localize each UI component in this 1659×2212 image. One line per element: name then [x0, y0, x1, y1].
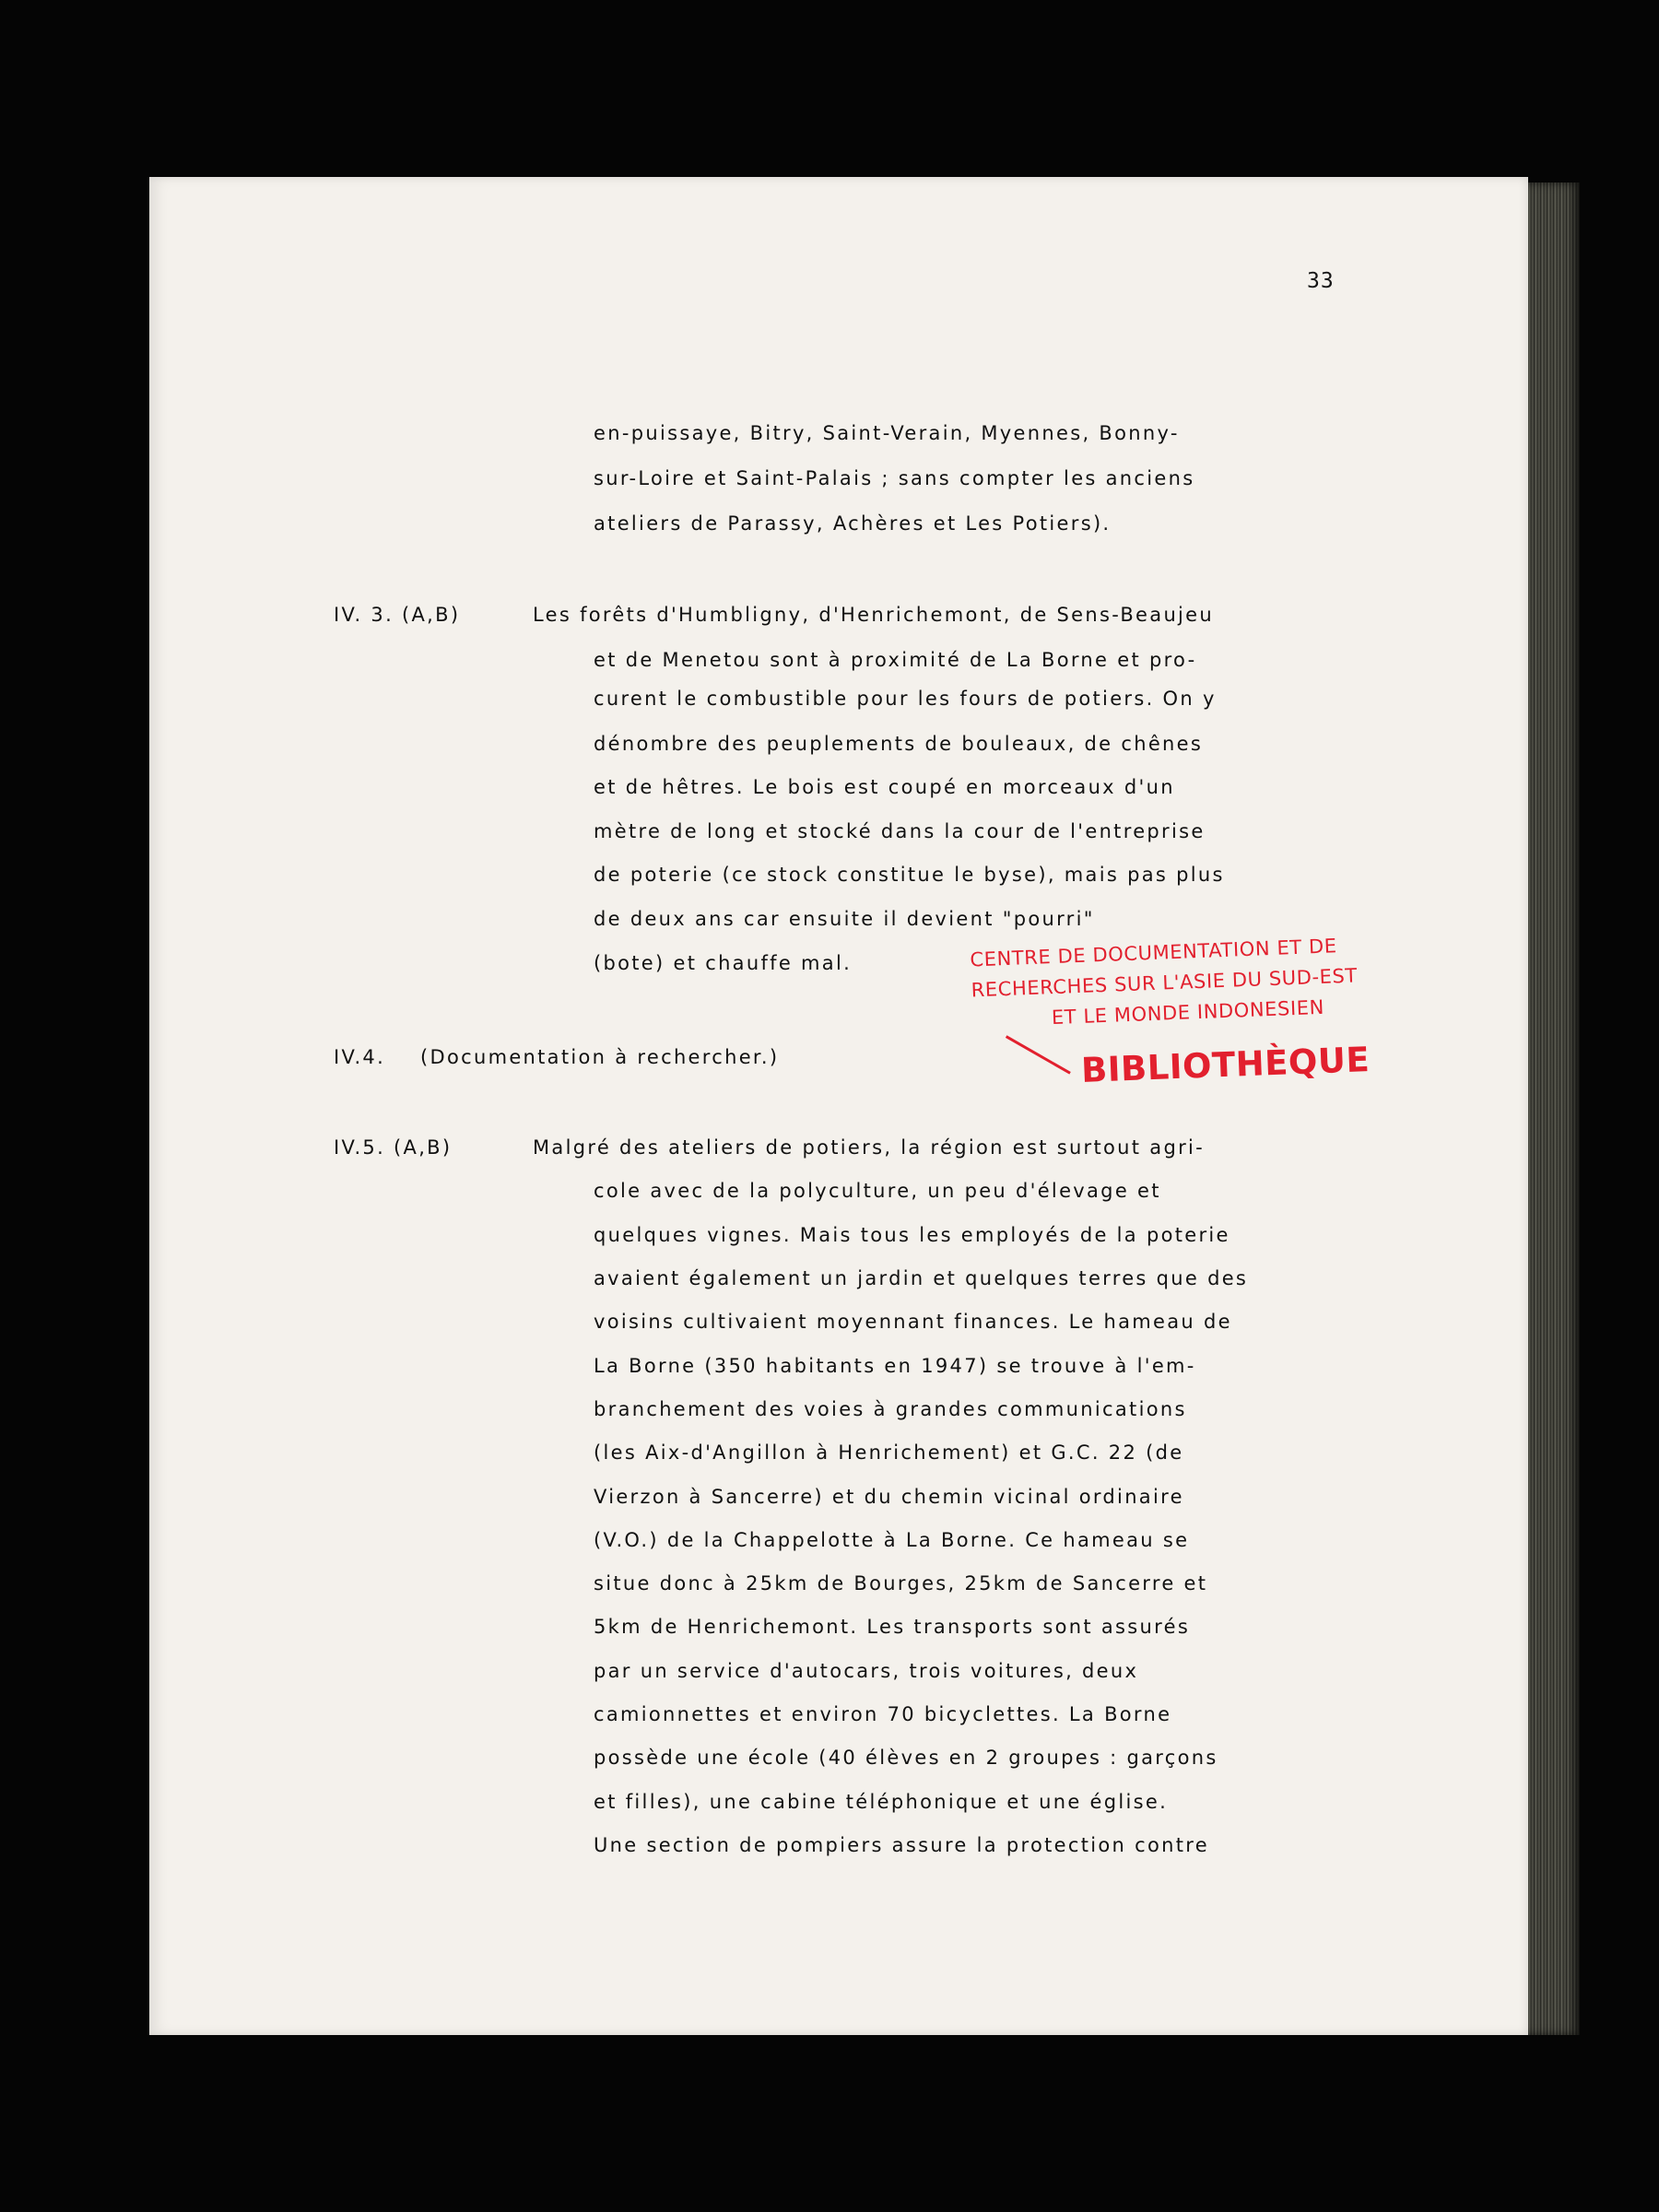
- text-line: Les forêts d'Humbligny, d'Henrichemont, de Sens-Beaujeu: [533, 604, 1215, 626]
- text-line: (V.O.) de la Chappelotte à La Borne. Ce hameau se: [594, 1529, 1190, 1551]
- text-line: de deux ans car ensuite il devient "pourri": [594, 908, 1095, 930]
- page-number: 33: [1307, 269, 1335, 293]
- text-line: sur-Loire et Saint-Palais ; sans compter les anciens: [594, 467, 1195, 489]
- text-line: et de hêtres. Le bois est coupé en morceaux d'un: [594, 776, 1175, 798]
- text-line: camionnettes et environ 70 bicyclettes. La Borne: [594, 1703, 1172, 1725]
- text-line: curent le combustible pour les fours de potiers. On y: [594, 688, 1217, 710]
- text-line: par un service d'autocars, trois voitures, deux: [594, 1660, 1139, 1682]
- text-line: avaient également un jardin et quelques terres que des: [594, 1267, 1249, 1289]
- text-line: (Documentation à rechercher.): [420, 1046, 780, 1068]
- stamp-slash: [1006, 1035, 1071, 1074]
- text-line: Une section de pompiers assure la protection contre: [594, 1834, 1209, 1856]
- text-line: 5km de Henrichemont. Les transports sont assurés: [594, 1616, 1191, 1638]
- stamp-line: ET LE MONDE INDONESIEN: [1051, 995, 1325, 1030]
- text-line: ateliers de Parassy, Achères et Les Potiers).: [594, 512, 1112, 535]
- text-line: et filles), une cabine téléphonique et une église.: [594, 1791, 1169, 1813]
- library-stamp: [959, 930, 1463, 1124]
- text-line: en-puissaye, Bitry, Saint-Verain, Myennes, Bonny-: [594, 422, 1180, 444]
- text-line: dénombre des peuplements de bouleaux, de chênes: [594, 733, 1204, 755]
- stamp-title: BIBLIOTHÈQUE: [1080, 1039, 1371, 1090]
- stamp-line: CENTRE DE DOCUMENTATION ET DE: [969, 935, 1338, 971]
- text-line: situe donc à 25km de Bourges, 25km de Sancerre et: [594, 1572, 1208, 1594]
- text-line: Malgré des ateliers de potiers, la région est surtout agri-: [533, 1136, 1206, 1159]
- text-line: possède une école (40 élèves en 2 groupes : garçons: [594, 1747, 1218, 1769]
- text-line: et de Menetou sont à proximité de La Borne et pro-: [594, 649, 1197, 671]
- text-line: La Borne (350 habitants en 1947) se trouve à l'em-: [594, 1355, 1196, 1377]
- text-line: Vierzon à Sancerre) et du chemin vicinal ordinaire: [594, 1486, 1184, 1508]
- text-line: (les Aix-d'Angillon à Henrichement) et G.C. 22 (de: [594, 1441, 1184, 1464]
- text-line: cole avec de la polyculture, un peu d'élevage et: [594, 1180, 1161, 1202]
- text-line: voisins cultivaient moyennant finances. Le hameau de: [594, 1311, 1232, 1333]
- section-label: IV.5. (A,B): [334, 1136, 453, 1159]
- section-label: IV.4.: [334, 1046, 386, 1068]
- text-line: branchement des voies à grandes communications: [594, 1398, 1187, 1420]
- text-line: (bote) et chauffe mal.: [594, 952, 853, 974]
- text-line: quelques vignes. Mais tous les employés de la poterie: [594, 1224, 1230, 1246]
- text-line: mètre de long et stocké dans la cour de l'entreprise: [594, 820, 1206, 842]
- text-line: de poterie (ce stock constitue le byse), mais pas plus: [594, 864, 1225, 886]
- section-label: IV. 3. (A,B): [334, 604, 461, 626]
- stamp-line: RECHERCHES SUR L'ASIE DU SUD-EST: [971, 964, 1359, 1002]
